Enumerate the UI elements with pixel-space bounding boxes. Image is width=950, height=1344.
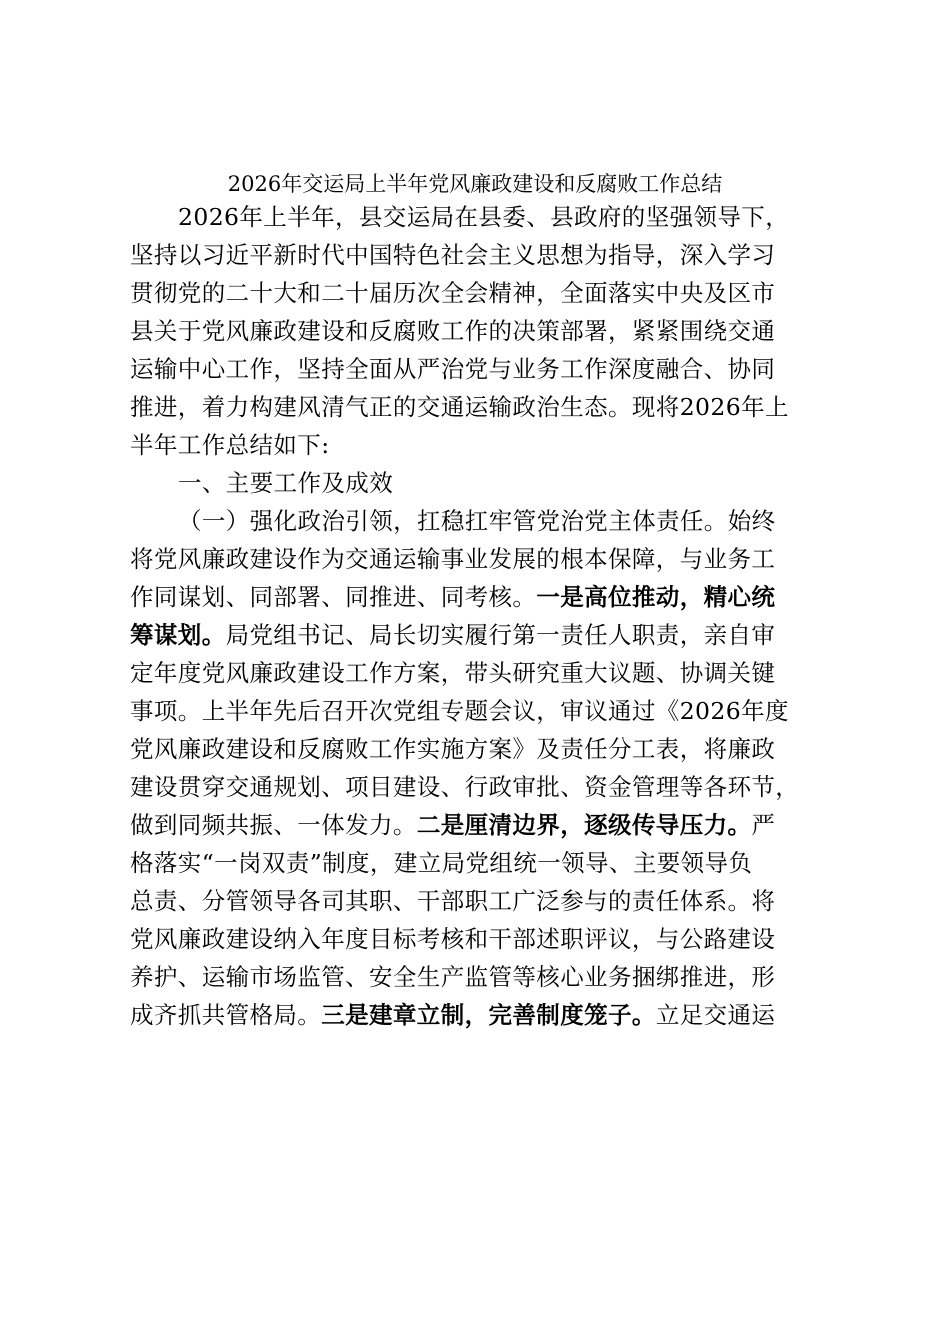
paragraph-line: 建设贯穿交通规划、项目建设、行政审批、资金管理等各环节， — [130, 773, 800, 801]
paragraph-line: （一）强化政治引领，扛稳扛牢管党治党主体责任。始终 — [178, 507, 776, 535]
paragraph-line: 养护、运输市场监管、安全生产监管等核心业务捆绑推进，形 — [130, 963, 776, 991]
paragraph-line — [130, 616, 775, 654]
line-text: 严 — [751, 811, 776, 839]
line-text: 成齐抓共管格局。 — [130, 1001, 322, 1029]
bold-point-one-end: 筹谋划。 — [130, 621, 226, 649]
bold-point-three: 三是建章立制，完善制度笼子。 — [321, 1001, 656, 1029]
paragraph-line: 格落实“一岗双责”制度，建立局党组统一领导、主要领导负 — [130, 849, 753, 877]
line-text: 局党组书记、局长切实履行第一责任人职责，亲自审 — [225, 621, 776, 649]
line-text: 立足交通运 — [655, 1001, 776, 1029]
paragraph-line: 总责、分管领导各司其职、干部职工广泛参与的责任体系。将 — [130, 887, 776, 915]
paragraph-line: 县关于党风廉政建设和反腐败工作的决策部署，紧紧围绕交通 — [130, 317, 776, 345]
section-heading: 一、主要工作及成效 — [178, 469, 394, 497]
paragraph-line: 推进，着力构建风清气正的交通运输政治生态。现将2026年上 — [130, 393, 789, 421]
paragraph-line: 事项。上半年先后召开次党组专题会议，审议通过《2026年度 — [130, 697, 789, 725]
paragraph-line: 2026年上半年，县交运局在县委、县政府的坚强领导下， — [178, 203, 790, 231]
paragraph-line: 贯彻党的二十大和二十届历次全会精神，全面落实中央及区市 — [130, 279, 776, 307]
line-text: 做到同频共振、一体发力。 — [130, 811, 417, 839]
paragraph-line: 定年度党风廉政建设工作方案，带头研究重大议题、协调关键 — [130, 659, 776, 687]
paragraph-line — [130, 578, 775, 616]
paragraph-line: 党风廉政建设纳入年度目标考核和干部述职评议，与公路建设 — [130, 925, 776, 953]
bold-point-one: 一是高位推动，精心统 — [536, 583, 776, 611]
paragraph-line: 坚持以习近平新时代中国特色社会主义思想为指导，深入学习 — [130, 241, 776, 269]
paragraph-line — [130, 806, 775, 844]
paragraph-line: 将党风廉政建设作为交通运输事业发展的根本保障，与业务工 — [130, 545, 776, 573]
document-title: 2026年交运局上半年党风廉政建设和反腐败工作总结 — [227, 172, 723, 196]
line-text: 作同谋划、同部署、同推进、同考核。 — [130, 583, 537, 611]
paragraph-line — [130, 996, 775, 1034]
bold-point-two: 二是厘清边界，逐级传导压力。 — [416, 811, 752, 839]
paragraph-line: 运输中心工作，坚持全面从严治党与业务工作深度融合、协同 — [130, 355, 776, 383]
paragraph-line: 党风廉政建设和反腐败工作实施方案》及责任分工表，将廉政 — [130, 735, 776, 763]
paragraph-line: 半年工作总结如下: — [130, 431, 330, 459]
